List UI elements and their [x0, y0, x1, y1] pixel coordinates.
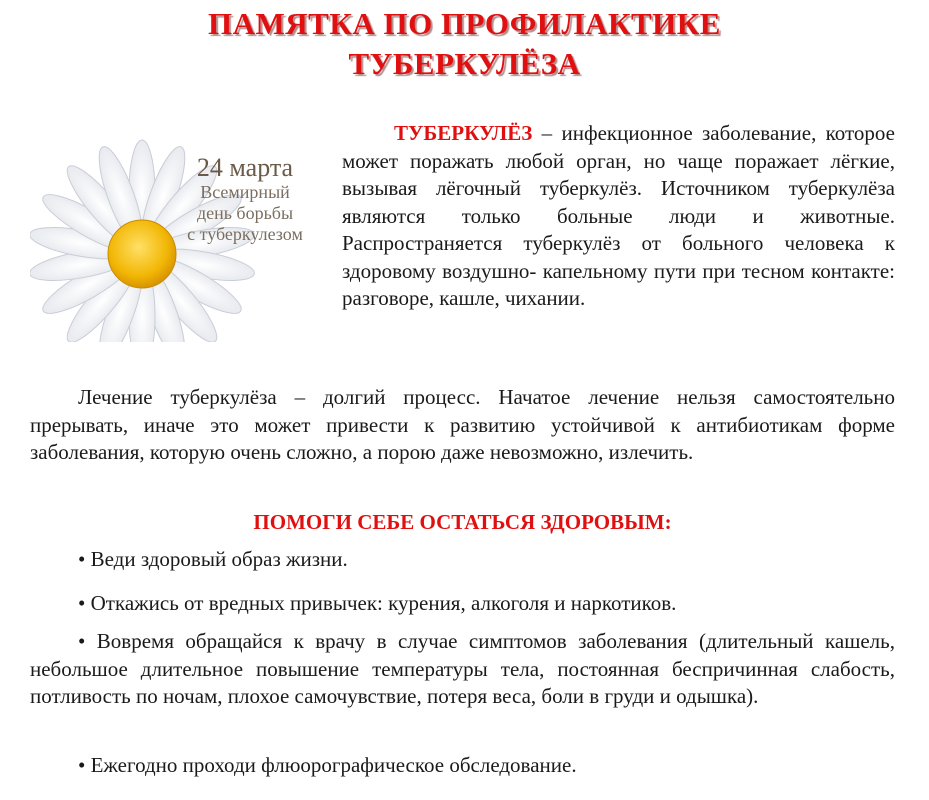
daisy-poster [30, 120, 330, 342]
poster-caption [160, 154, 330, 245]
list-item: • Ежегодно проходи флюорографическое обследование. [78, 753, 577, 777]
advice-heading: ПОМОГИ СЕБЕ ОСТАТЬСЯ ЗДОРОВЫМ: [253, 510, 672, 534]
intro-section [30, 120, 895, 342]
list-item: • Вовремя обращайся к врачу в случае симптомов заболевания (длительный кашель, небольшое длительное повышение температуры тела, постоянная беспричинная слабость, потливость по ночам, плохое самочувствие, потеря веса, боли в груди и одышка). [30, 629, 895, 708]
intro-text: – инфекционное заболевание, которое может поражать любой орган, но чаще поражает лёгкие, вызывая лёгочный туберкулёз. Источником туберкулёза являются только больные люди и животные. Распространяется туберкулёз от больного человека к здоровому воздушно- капельному пути при тесном контакте: разговоре, кашле, чихании. [342, 121, 895, 310]
poster-line-1: Всемирный [200, 182, 290, 202]
term-tuberculosis: ТУБЕРКУЛЁЗ [394, 121, 533, 145]
poster-line-3: с туберкулезом [187, 224, 303, 244]
title-line-1: ПАМЯТКА ПО ПРОФИЛАКТИКЕ [208, 6, 721, 41]
treatment-paragraph: Лечение туберкулёза – долгий процесс. Начатое лечение нельзя самостоятельно прерывать, иначе это может привести к развитию устойчивой к антибиотикам форме заболевания, которую очень сложно, а порою даже невозможно, излечить. [30, 385, 895, 464]
poster-date: 24 марта [196, 153, 294, 182]
title-line-2: ТУБЕРКУЛЁЗА [348, 46, 581, 81]
poster-line-2: день борьбы [196, 203, 294, 223]
page-title [0, 0, 929, 84]
list-item: • Откажись от вредных привычек: курения, алкоголя и наркотиков. [78, 591, 677, 615]
list-item: • Веди здоровый образ жизни. [78, 547, 348, 571]
